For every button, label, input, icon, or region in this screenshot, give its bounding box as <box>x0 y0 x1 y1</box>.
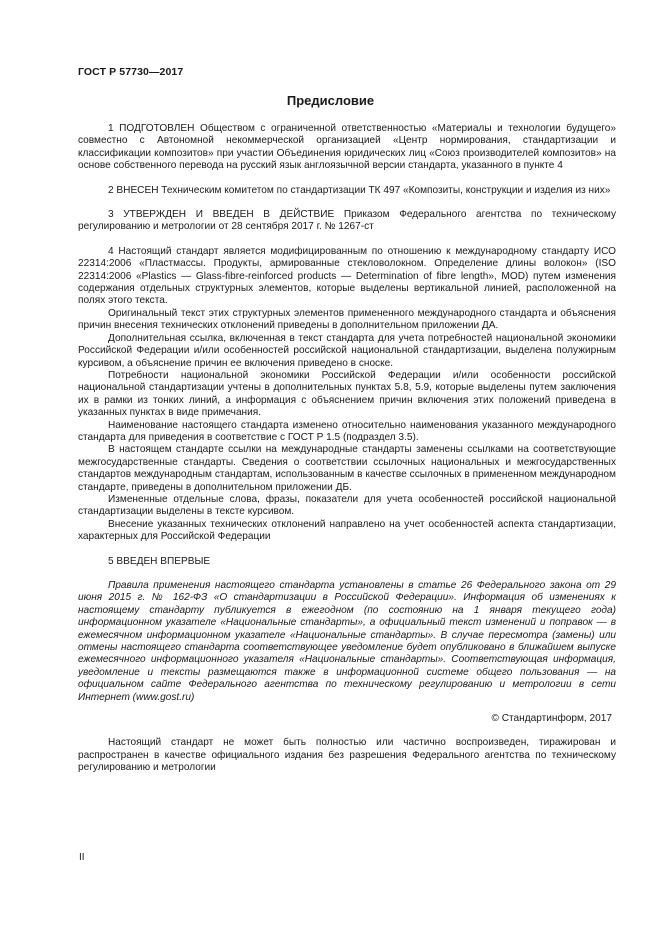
copyright-notice: © Стандартинформ, 2017 <box>491 713 612 725</box>
section-4-paragraph: Оригинальный текст этих структурных элементов примененного международного стандарта и объяснения причин внесения технических отклонений приведены в дополнительном приложении ДА. <box>78 307 616 332</box>
section-2: 2 ВНЕСЕН Техническим комитетом по стандартизации ТК 497 «Композиты, конструкции и изделия из них» <box>108 184 611 196</box>
application-rules: Правила применения настоящего стандарта установлены в статье 26 Федерального закона от 29 июня 2015 г. № 162-ФЗ «О стандартизации в Российской Федерации». Информация об изменениях к настоящему стандарту публикуется в ежегодном (по состоянию на 1 января текущего года) информационном указателе «Национальные стандарты», а официальный текст изменений и поправок — в ежемесячном информационном указателе «Национальные стандарты». В случае пересмотра (замены) или отмены настоящего стандарта соответствующее уведомление будет опубликовано в ближайшем выпуске ежемесячного информационного указателя «Национальные стандарты». Соответствующая информация, уведомление и тексты размещаются также в информационной системе общего пользования — на официальном сайте Федерального агентства по техническому регулированию и метрологии в сети Интернет (www.gost.ru) <box>78 580 616 703</box>
foreword-body <box>78 123 616 775</box>
section-3: 3 УТВЕРЖДЕН И ВВЕДЕН В ДЕЙСТВИЕ Приказом Федерального агентства по техническому регулированию и метрологии от 28 сентября 2017 г. № 1267-ст <box>78 209 616 233</box>
section-4-paragraph: Дополнительная ссылка, включенная в текст стандарта для учета потребностей национальной экономики Российской Федерации и/или особенностей российской национальной стандартизации, выделена полужирным курсивом, а объяснение причин ее включения приведено в сноске. <box>78 332 616 369</box>
standard-code-header: ГОСТ Р 57730—2017 <box>78 66 184 78</box>
page-title: Предисловие <box>286 93 375 108</box>
section-1: 1 ПОДГОТОВЛЕН Обществом с ограниченной ответственностью «Материалы и технологии будущего» совместно с Автономной некоммерческой организацией «Центр нормирования, стандартизации и классификации композитов» при участии Объединения юридических лиц «Союз производителей композитов» на основе собственного перевода на русский язык англоязычной версии стандарта, указанного в пункте 4 <box>78 123 616 172</box>
section-4-paragraph: В настоящем стандарте ссылки на международные стандарты заменены ссылками на соответствующие межгосударственные стандарты. Сведения о соответствии ссылочных национальных и межгосударственных стандартов международным стандартам, использованным в качестве ссылочных в примененном международном стандарте, приведены в дополнительном приложении ДБ. <box>78 444 616 493</box>
section-4-paragraph: Внесение указанных технических отклонений направлено на учет особенностей аспекта стандартизации, характерных для Российской Федерации <box>78 518 616 543</box>
section-4-paragraph: Потребности национальной экономики Российской Федерации и/или особенности российской национальной стандартизации учтены в дополнительных пунктах 5.8, 5.9, которые выделены путем заключения их в рамки из тонких линий, а информация с объяснением причин включения этих положений приведена в указанных пунктах в виде примечания. <box>78 369 616 419</box>
reproduction-notice: Настоящий стандарт не может быть полностью или частично воспроизведен, тиражирован и распространен в качестве официального издания без разрешения Федерального агентства по техническому регулированию и метрологии <box>78 737 616 774</box>
page-number: II <box>79 852 85 863</box>
section-5: 5 ВВЕДЕН ВПЕРВЫЕ <box>108 555 211 567</box>
section-4-paragraph: Измененные отдельные слова, фразы, показатели для учета особенностей российской национальной стандартизации выделены в тексте курсивом. <box>78 493 616 518</box>
section-4-paragraph: 4 Настоящий стандарт является модифицированным по отношению к международному стандарту ИСО 22314:2006 «Пластмассы. Продукты, армированные стекловолокном. Определение длины волокон» (ISO 22314:2006 «Plastics — Glass-fibre-reinforced products — Determination of fibre length», MOD) путем изменения содержания отдельных структурных элементов, которые выделены вертикальной линией, расположенной на полях этого текста. <box>78 245 616 307</box>
section-4-paragraph: Наименование настоящего стандарта изменено относительно наименования указанного международного стандарта для приведения в соответствие с ГОСТ Р 1.5 (подраздел 3.5). <box>78 419 616 443</box>
